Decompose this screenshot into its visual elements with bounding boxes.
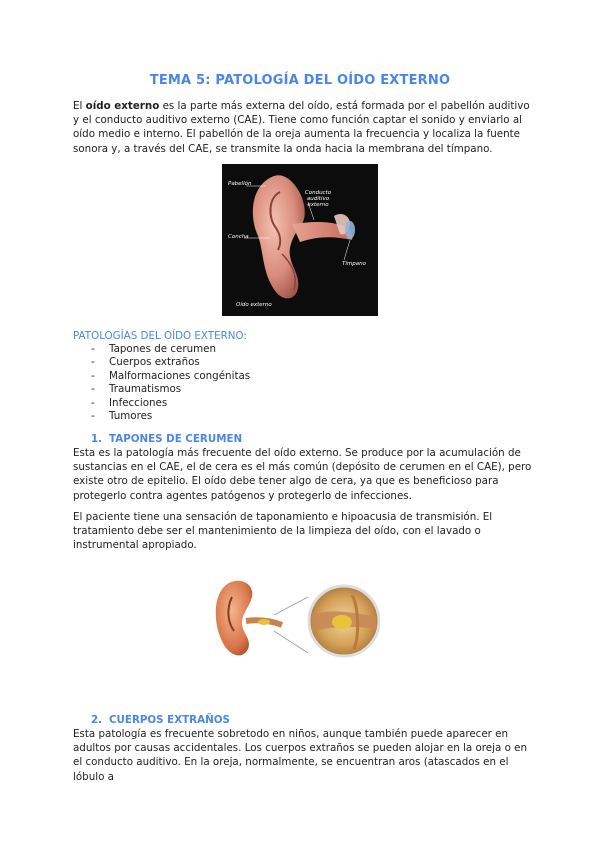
patologias-heading: PATOLOGÍAS DEL OÍDO EXTERNO: (73, 330, 247, 342)
label-timpano: Tímpano (342, 261, 366, 267)
list-item: - Tumores (91, 410, 153, 423)
section1-paragraph-2: El paciente tiene una sensación de taponamiento e hipoacusia de transmisión. El tratamiento debe ser el mantenimiento de la limpieza del oído, con el lavado o instrumental apropiado. (73, 511, 493, 552)
list-item: - Malformaciones congénitas (91, 369, 251, 382)
section2-paragraph-1: Esta patología es frecuente sobretodo en niños, aunque también puede aparecer en adultos por causas accidentales. Los cuerpos extraños se pueden alojar en la oreja o en el conducto auditivo. En la oreja, normalmente, se encuentran aros (atascados en el lóbulo a (73, 728, 528, 783)
label-oido-externo: Oído externo (236, 302, 272, 308)
list-item: - Cuerpos extraños (91, 356, 200, 369)
section1-paragraph-1: Esta es la patología más frecuente del oído externo. Se produce por la acumulación de sustancias en el CAE, el de cera es el más común (depósito de cerumen en el CAE), pero existe otro de epitelio. El oído debe tener algo de cera, ya que es beneficioso para protegerlo contra agentes patógenos y protegerlo de infecciones. (73, 447, 532, 502)
cerumen-figure (212, 575, 380, 667)
ear-anatomy-figure (222, 164, 378, 316)
intro-paragraph (73, 99, 533, 156)
label-conducto-auditivo: Conducto auditivo externo (304, 190, 332, 208)
cerumen-illustration (212, 575, 380, 667)
patologias-list (91, 343, 250, 423)
page-title: TEMA 5: PATOLOGÍA DEL OÍDO EXTERNO (149, 73, 451, 88)
list-item: - Infecciones (91, 396, 168, 409)
section2-heading: 2. CUERPOS EXTRAÑOS (91, 714, 230, 726)
intro-rest: es la parte más externa del oído, está formada por el pabellón auditivo y el conducto auditivo externo (CAE). Tiene como función captar el sonido y enviarlo al oído medio e interno. El pabellón de la oreja aumenta la frecuencia y localiza la fuente sonora y, a través del CAE, se transmite la onda hacia la membrana del tímpano. (73, 100, 530, 155)
list-item: - Traumatismos (91, 383, 182, 396)
label-pabellon: Pabellón (228, 181, 252, 187)
intro-prefix: El (73, 100, 86, 112)
label-concha: Concha (228, 234, 249, 240)
intro-bold-term: oído externo (85, 100, 160, 112)
section1-heading: 1. TAPONES DE CERUMEN (91, 433, 243, 445)
list-item: - Tapones de cerumen (91, 343, 217, 355)
